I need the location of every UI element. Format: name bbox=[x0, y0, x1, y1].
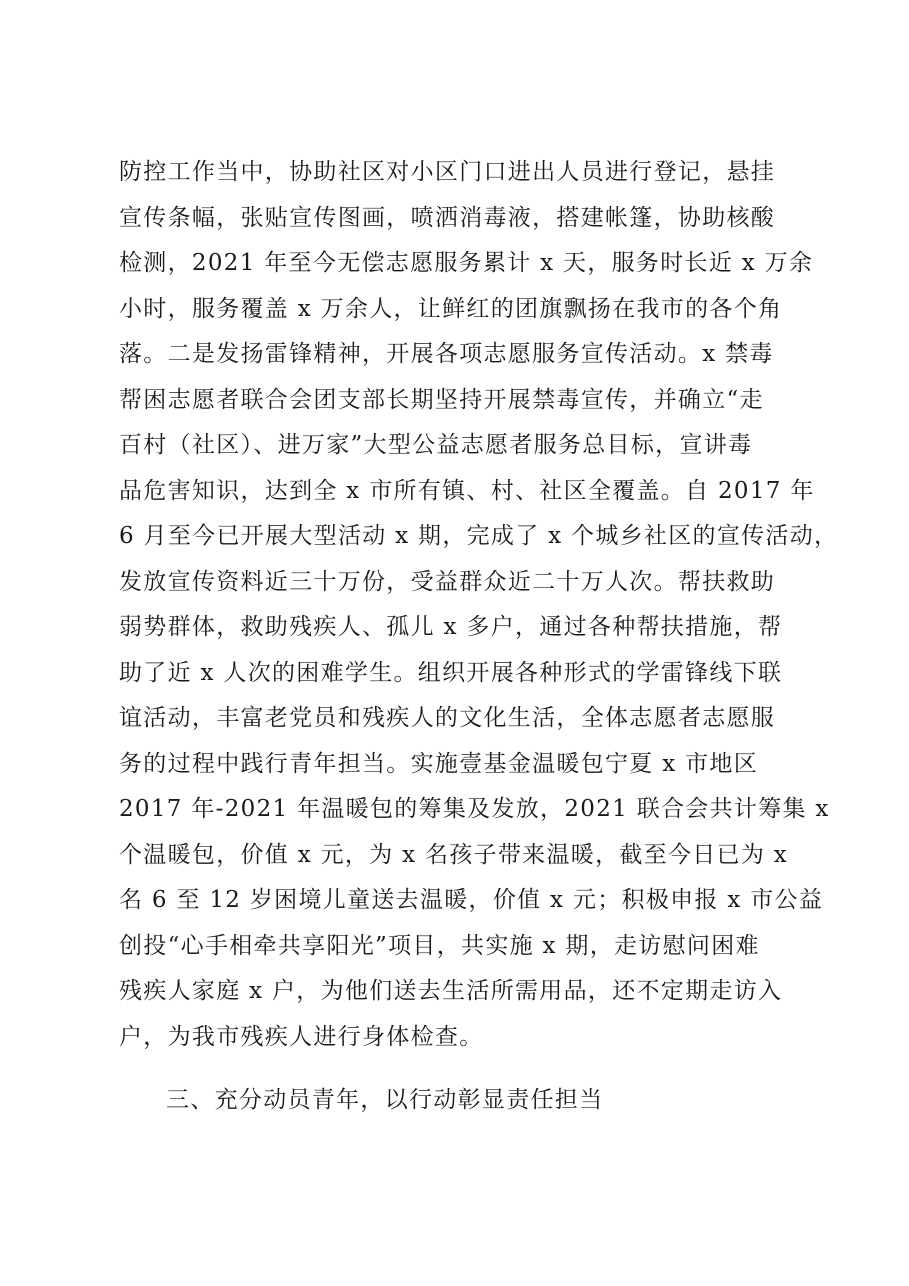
text-line: 户，为我市残疾人进行身体检查。 bbox=[119, 1023, 484, 1050]
text-line: 检测，2021 年至今无偿志愿服务累计 x 天，服务时长近 x 万余 bbox=[119, 250, 814, 276]
text-line: 谊活动，丰富老党员和残疾人的文化生活，全体志愿者志愿服 bbox=[119, 705, 776, 731]
text-line: 百村（社区）、进万家”大型公益志愿者服务总目标，宣讲毒 bbox=[119, 432, 753, 458]
body-paragraph bbox=[119, 150, 839, 1060]
text-line: 小时，服务覆盖 x 万余人，让鲜红的团旗飘扬在我市的各个角 bbox=[119, 295, 783, 322]
text-line: 品危害知识，达到全 x 市所有镇、村、社区全覆盖。自 2017 年 bbox=[119, 477, 815, 504]
text-line: 宣传条幅，张贴宣传图画，喷洒消毒液，搭建帐篷，协助核酸 bbox=[119, 204, 776, 231]
text-line: 弱势群体，救助残疾人、孤儿 x 多户，通过各种帮扶措施，帮 bbox=[119, 614, 783, 640]
text-line: 帮困志愿者联合会团支部长期坚持开展禁毒宣传，并确立“走 bbox=[119, 386, 764, 413]
text-line: 2017 年-2021 年温暖包的筹集及发放，2021 联合会共计筹集 x bbox=[119, 796, 830, 822]
text-line: 残疾人家庭 x 户，为他们送去生活所需用品，还不定期走访入 bbox=[119, 978, 783, 1004]
text-line: 个温暖包，价值 x 元，为 x 名孩子带来温暖，截至今日已为 x bbox=[119, 841, 789, 868]
text-line: 6 月至今已开展大型活动 x 期，完成了 x 个城乡社区的宣传活动， bbox=[119, 523, 839, 549]
text-line: 创投“心手相牵共享阳光”项目，共实施 x 期，走访慰问困难 bbox=[119, 932, 760, 959]
text-line: 落。二是发扬雷锋精神，开展各项志愿服务宣传活动。x 禁毒 bbox=[119, 341, 774, 367]
text-line: 助了近 x 人次的困难学生。组织开展各种形式的学雷锋线下联 bbox=[119, 659, 783, 686]
text-line: 防控工作当中，协助社区对小区门口进出人员进行登记，悬挂 bbox=[119, 159, 776, 185]
text-line: 名 6 至 12 岁困境儿童送去温暖，价值 x 元；积极申报 x 市公益 bbox=[119, 887, 824, 913]
text-line: 发放宣传资料近三十万份，受益群众近二十万人次。帮扶救助 bbox=[119, 568, 776, 595]
section-heading: 三、充分动员青年，以行动彰显责任担当 bbox=[166, 1087, 604, 1113]
text-line: 务的过程中践行青年担当。实施壹基金温暖包宁夏 x 市地区 bbox=[119, 750, 758, 777]
